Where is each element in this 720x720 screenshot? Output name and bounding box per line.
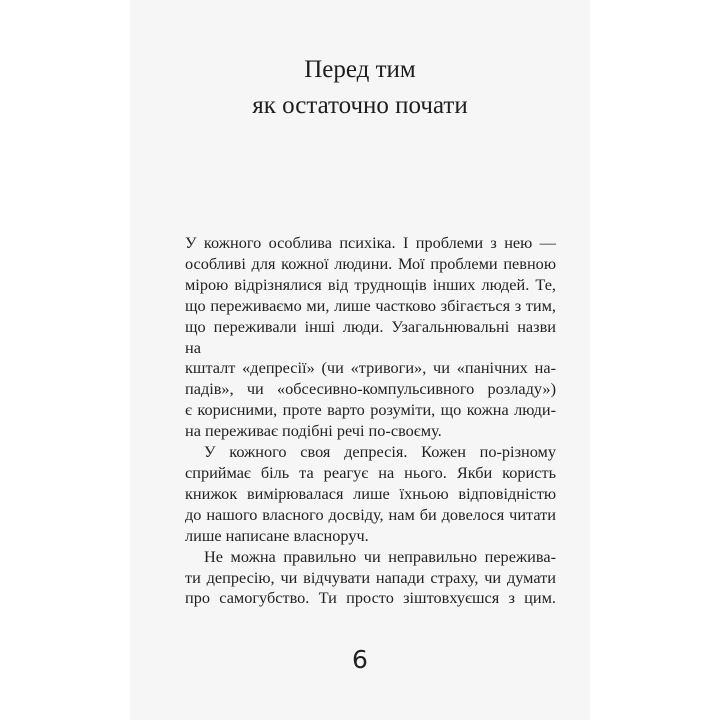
text-line: кшталт «депресії» (чи «тривоги», чи «панічних на- xyxy=(185,358,556,378)
text-line: особливі для кожної людини. Мої проблеми певною xyxy=(185,253,556,273)
paragraph-2 xyxy=(185,442,556,547)
text-line: до нашого власного досвіду, нам би довелося читати xyxy=(185,504,556,524)
text-line: є корисними, проте варто розуміти, що кожна люди- xyxy=(185,400,556,420)
paragraph-3 xyxy=(185,547,556,610)
body-text xyxy=(185,233,556,609)
text-line: сприймає біль та реагує на нього. Якби користь xyxy=(185,462,556,482)
book-page xyxy=(130,0,590,720)
text-line: мірою відрізнялися від труднощів інших людей. Те, xyxy=(185,274,556,294)
text-line: що переживали інші люди. Узагальнювальні назви на xyxy=(185,316,556,357)
text-line: книжок вимірювалася лише їхньою відповідністю xyxy=(185,483,556,503)
text-line: У кожного своя депресія. Кожен по-різному xyxy=(204,442,556,462)
text-line: що переживаємо ми, лише частково збігається з тим, xyxy=(185,295,556,315)
chapter-title-line-1: Перед тим xyxy=(304,56,416,83)
text-line: лише написане власноруч. xyxy=(185,525,369,545)
text-line: У кожного особлива психіка. І проблеми з нею — xyxy=(185,233,556,252)
chapter-title-line-2: як остаточно почати xyxy=(252,92,468,119)
paragraph-1 xyxy=(185,233,556,442)
text-line: про самогубство. Ти просто зіштовхуєшся з цим. xyxy=(185,588,556,608)
text-line: ти депресію, чи відчувати напади страху, чи думати xyxy=(185,567,556,587)
text-line: падів», чи «обсесивно-компульсивного розладу») xyxy=(185,379,556,399)
text-line: Не можна правильно чи неправильно пережива- xyxy=(204,546,556,566)
text-line: на переживає подібні речі по-своєму. xyxy=(185,421,442,441)
page-number: 6 xyxy=(352,645,368,674)
